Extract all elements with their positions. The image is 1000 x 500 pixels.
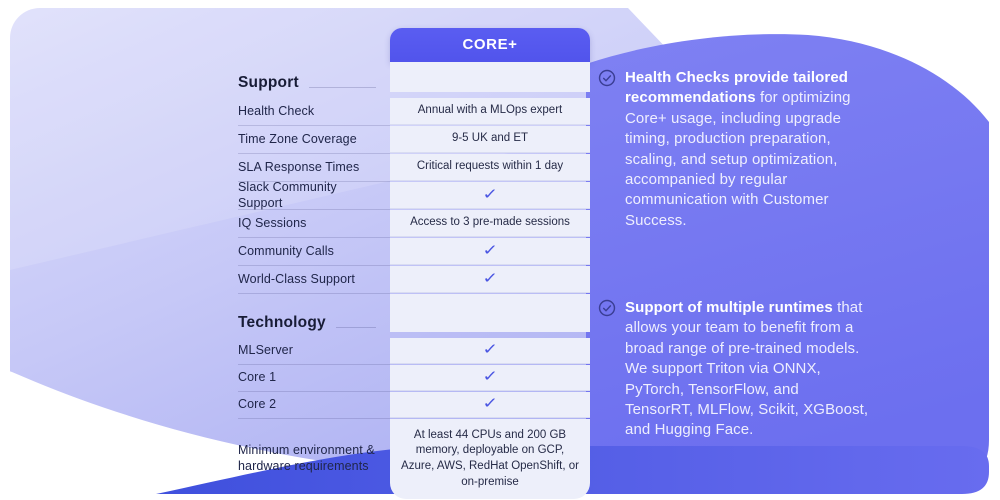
- feature-value: [390, 154, 590, 181]
- feature-value: [390, 238, 590, 265]
- feature-label: [238, 392, 390, 419]
- feature-value-text: 9-5 UK and ET: [451, 132, 529, 145]
- feature-value: [390, 182, 590, 209]
- section-heading-label: Technology: [238, 313, 326, 331]
- check-icon: ✓: [482, 241, 498, 259]
- feature-value: [390, 126, 590, 153]
- callout-health-checks: [598, 68, 870, 231]
- check-icon: ✓: [482, 395, 498, 413]
- section-heading-rule: [309, 87, 376, 88]
- feature-label-text: Core 2: [238, 397, 277, 412]
- feature-label: [238, 338, 390, 365]
- check-circle-icon: [598, 299, 616, 441]
- feature-value: [390, 338, 590, 364]
- callout-runtimes: [598, 298, 870, 441]
- feature-label: [238, 266, 390, 294]
- feature-label: [238, 419, 390, 499]
- callout-title: Support of multiple runtimes: [625, 299, 833, 316]
- feature-value-text: At least 44 CPUs and 200 GB memory, deployable on GCP, Azure, AWS, RedHat OpenShift, or on-premise: [401, 428, 579, 488]
- callout-paragraph: We support Triton via ONNX, PyTorch, TensorFlow, and TensorRT, MLFlow, Scikit, XGBoost, and Hugging Face.: [625, 360, 869, 439]
- feature-label-text: Core 1: [238, 370, 277, 385]
- feature-value: [390, 419, 590, 499]
- section-heading-support: [238, 62, 390, 98]
- feature-label-text: Health Check: [238, 103, 315, 118]
- check-icon: ✓: [482, 185, 498, 203]
- plan-comparison-table: [238, 28, 590, 499]
- feature-value-text: Annual with a MLOps expert: [417, 104, 563, 117]
- feature-value: [390, 98, 590, 125]
- feature-label-text: Time Zone Coverage: [238, 131, 357, 146]
- feature-label-text: Community Calls: [238, 243, 334, 258]
- plan-header: [390, 28, 590, 62]
- section-heading-label: Support: [238, 73, 299, 91]
- callout-text: [625, 68, 870, 231]
- feature-value-text: Critical requests within 1 day: [416, 160, 564, 173]
- value-column-spacer: [390, 62, 590, 92]
- feature-value: [390, 210, 590, 237]
- feature-value-text: Access to 3 pre-made sessions: [410, 216, 570, 229]
- check-icon: ✓: [482, 341, 498, 359]
- feature-value: [390, 266, 590, 293]
- feature-label-text: Slack Community Support: [238, 179, 337, 210]
- feature-label: [238, 126, 390, 154]
- plan-header-label: CORE+: [462, 35, 518, 53]
- table-corner-spacer: [238, 28, 390, 62]
- callout-text: [625, 298, 870, 441]
- feature-value: [390, 392, 590, 418]
- value-column-spacer: [390, 294, 590, 332]
- feature-value: [390, 365, 590, 391]
- check-icon: ✓: [482, 269, 498, 287]
- feature-label-text: Minimum environment & hardware requirements: [238, 443, 375, 473]
- feature-label-text: World-Class Support: [238, 271, 355, 286]
- feature-label: [238, 210, 390, 238]
- feature-label-text: MLServer: [238, 343, 293, 358]
- feature-label: [238, 238, 390, 266]
- feature-label: [238, 179, 390, 210]
- section-heading-rule: [336, 327, 376, 328]
- feature-label-text: IQ Sessions: [238, 215, 307, 230]
- check-circle-icon: [598, 69, 616, 231]
- section-heading-technology: [238, 294, 390, 338]
- feature-label-text: SLA Response Times: [238, 159, 360, 174]
- feature-label: [238, 365, 390, 392]
- callout-title: Health Checks provide tailored recommendations: [625, 69, 849, 107]
- callout-paragraph: Health Checks provide tailored recommendations for optimizing Core+ usage, including upgrade timing, production preparation, scaling, and setup optimization, accompanied by regular communication with Customer Success.: [625, 69, 851, 229]
- callout-paragraph: Support of multiple runtimes that allows your team to benefit from a broad range of pre-trained models.: [625, 299, 863, 357]
- feature-label: [238, 98, 390, 126]
- check-icon: ✓: [482, 368, 498, 386]
- feature-label: [238, 154, 390, 182]
